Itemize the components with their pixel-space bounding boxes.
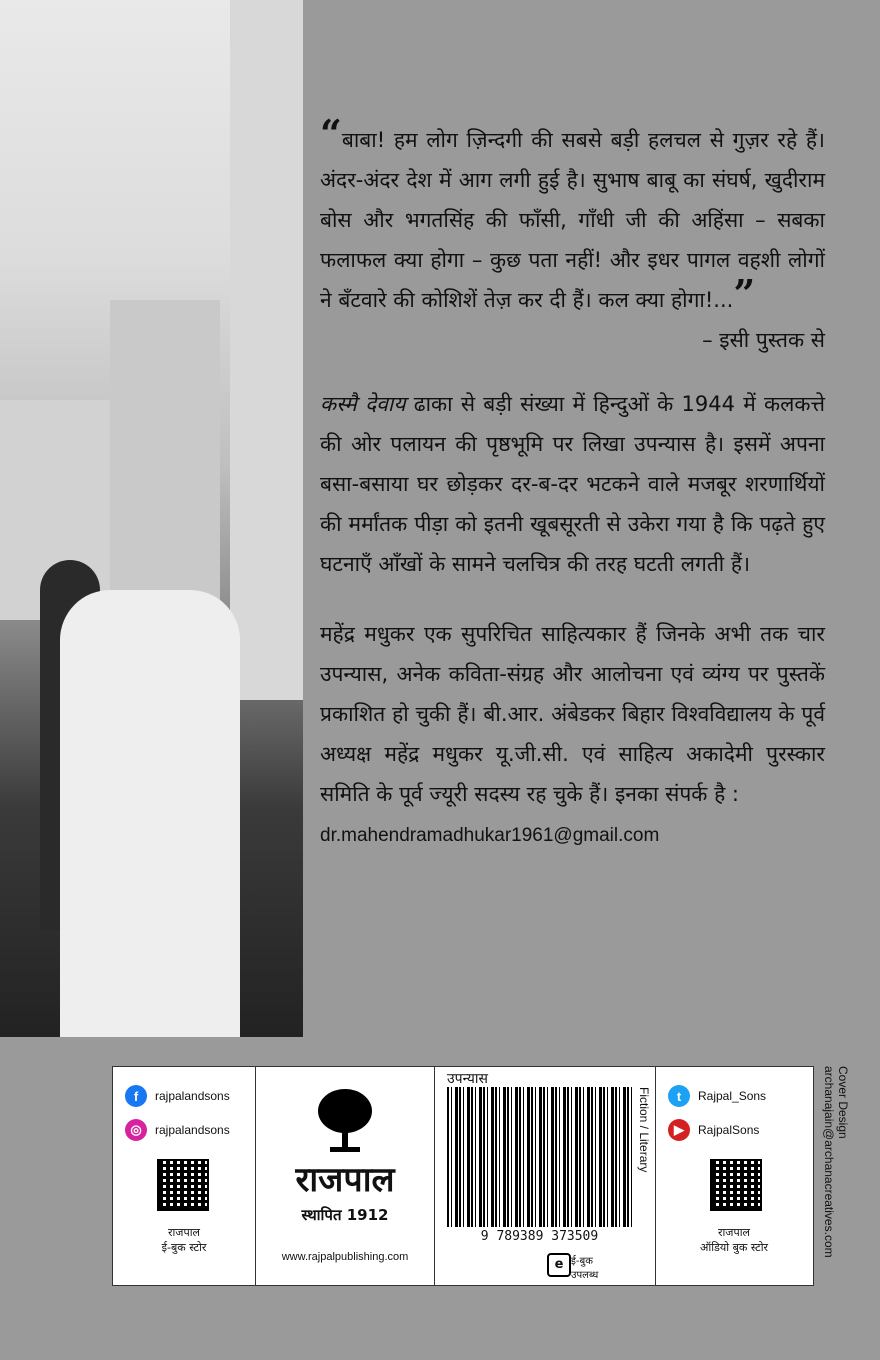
- audio-qr-code[interactable]: [710, 1159, 762, 1211]
- facebook-link[interactable]: [125, 1085, 230, 1107]
- tree-logo-icon: [316, 1085, 374, 1155]
- instagram-icon: ◎: [125, 1119, 147, 1141]
- quote-block: [320, 111, 825, 320]
- facebook-icon: f: [125, 1085, 147, 1107]
- instagram-handle: rajpalandsons: [155, 1123, 230, 1137]
- facebook-handle: rajpalandsons: [155, 1089, 230, 1103]
- twitter-icon: t: [668, 1085, 690, 1107]
- close-quote-mark: ”: [733, 271, 756, 316]
- description-text: ढाका से बड़ी संख्या में हिन्दुओं के 1944 में कलकत्ते की ओर पलायन की पृष्ठभूमि पर लिखा उपन्यास है। इसमें अपना बसा-बसाया घर छोड़कर दर-ब-दर भटकने वाले मजबूर शरणार्थियों की मर्मांतक पीड़ा को इतनी खूबसूरती से उकेरा गया है कि पढ़ते हुए घटनाएँ आँखों के सामने चलचित्र की तरह घटती लगती हैं।: [320, 392, 825, 576]
- social-right: [656, 1067, 813, 1285]
- audio-store-label: राजपाल ऑडियो बुक स्टोर: [699, 1226, 769, 1254]
- author-paragraph: [320, 614, 825, 856]
- description-paragraph: [320, 384, 825, 584]
- ebook-store-label: राजपाल ई-बुक स्टोर: [161, 1226, 207, 1254]
- youtube-icon: ▶: [668, 1119, 690, 1141]
- barcode-column: [435, 1067, 656, 1285]
- established-label: स्थापित 1912: [301, 1206, 389, 1224]
- author-bio: महेंद्र मधुकर एक सुपरिचित साहित्यकार हैं जिनके अभी तक चार उपन्यास, अनेक कविता-संग्रह और आलोचना एवं व्यंग्य पर पुस्तकें प्रकाशित हो चुकी हैं। बी.आर. अंबेडकर बिहार विश्वविद्यालय के पूर्व अध्यक्ष महेंद्र मधुकर यू.जी.सी. एवं साहित्य अकादेमी पुरस्कार समिति के पूर्व ज्यूरी सदस्य रह चुके हैं। इनका संपर्क है :: [320, 622, 825, 806]
- ebook-available-label: ई-बुक उपलब्ध: [571, 1256, 599, 1281]
- youtube-handle: RajpalSons: [698, 1123, 760, 1137]
- cover-design-credit: Cover Design archanajain@archanacreatives.com: [822, 1066, 850, 1258]
- isbn-number: 9 789389 373509: [480, 1229, 599, 1244]
- publisher-website[interactable]: www.rajpalpublishing.com: [281, 1251, 409, 1263]
- cover-photo: [0, 0, 303, 1037]
- twitter-handle: Rajpal_Sons: [698, 1089, 767, 1103]
- genre-hindi: उपन्यास: [447, 1071, 488, 1087]
- ebook-icon: e: [547, 1253, 571, 1277]
- book-title: कस्मै देवाय: [320, 392, 406, 416]
- quote-text: बाबा! हम लोग ज़िन्दगी की सबसे बड़ी हलचल से गुज़र रहे हैं। अंदर-अंदर देश में आग लगी हुई है। सुभाष बाबू का संघर्ष, खुदीराम बोस और भगतसिंह की फाँसी, गाँधी जी की अहिंसा – सबका फलाफल क्या होगा – कुछ पता नहीं! और इधर पागल वहशी लोगों ने बँटवारे की कोशिशें तेज़ कर दी हैं। कल क्या होगा!...: [320, 128, 825, 312]
- social-left: [113, 1067, 256, 1285]
- genre-english: Fiction / Literary: [637, 1087, 651, 1173]
- ebook-qr-code[interactable]: [157, 1159, 209, 1211]
- isbn-barcode: [447, 1087, 632, 1227]
- publisher-logo-column: [256, 1067, 435, 1285]
- publisher-footer: [112, 1066, 814, 1286]
- text-panel: [320, 111, 825, 856]
- youtube-link[interactable]: [668, 1119, 759, 1141]
- instagram-link[interactable]: [125, 1119, 230, 1141]
- author-email[interactable]: dr.mahendramadhukar1961@gmail.com: [320, 825, 660, 846]
- twitter-link[interactable]: [668, 1085, 766, 1107]
- publisher-name: राजपाल: [295, 1160, 395, 1200]
- quote-source: – इसी पुस्तक से: [702, 328, 825, 352]
- open-quote-mark: “: [320, 111, 342, 156]
